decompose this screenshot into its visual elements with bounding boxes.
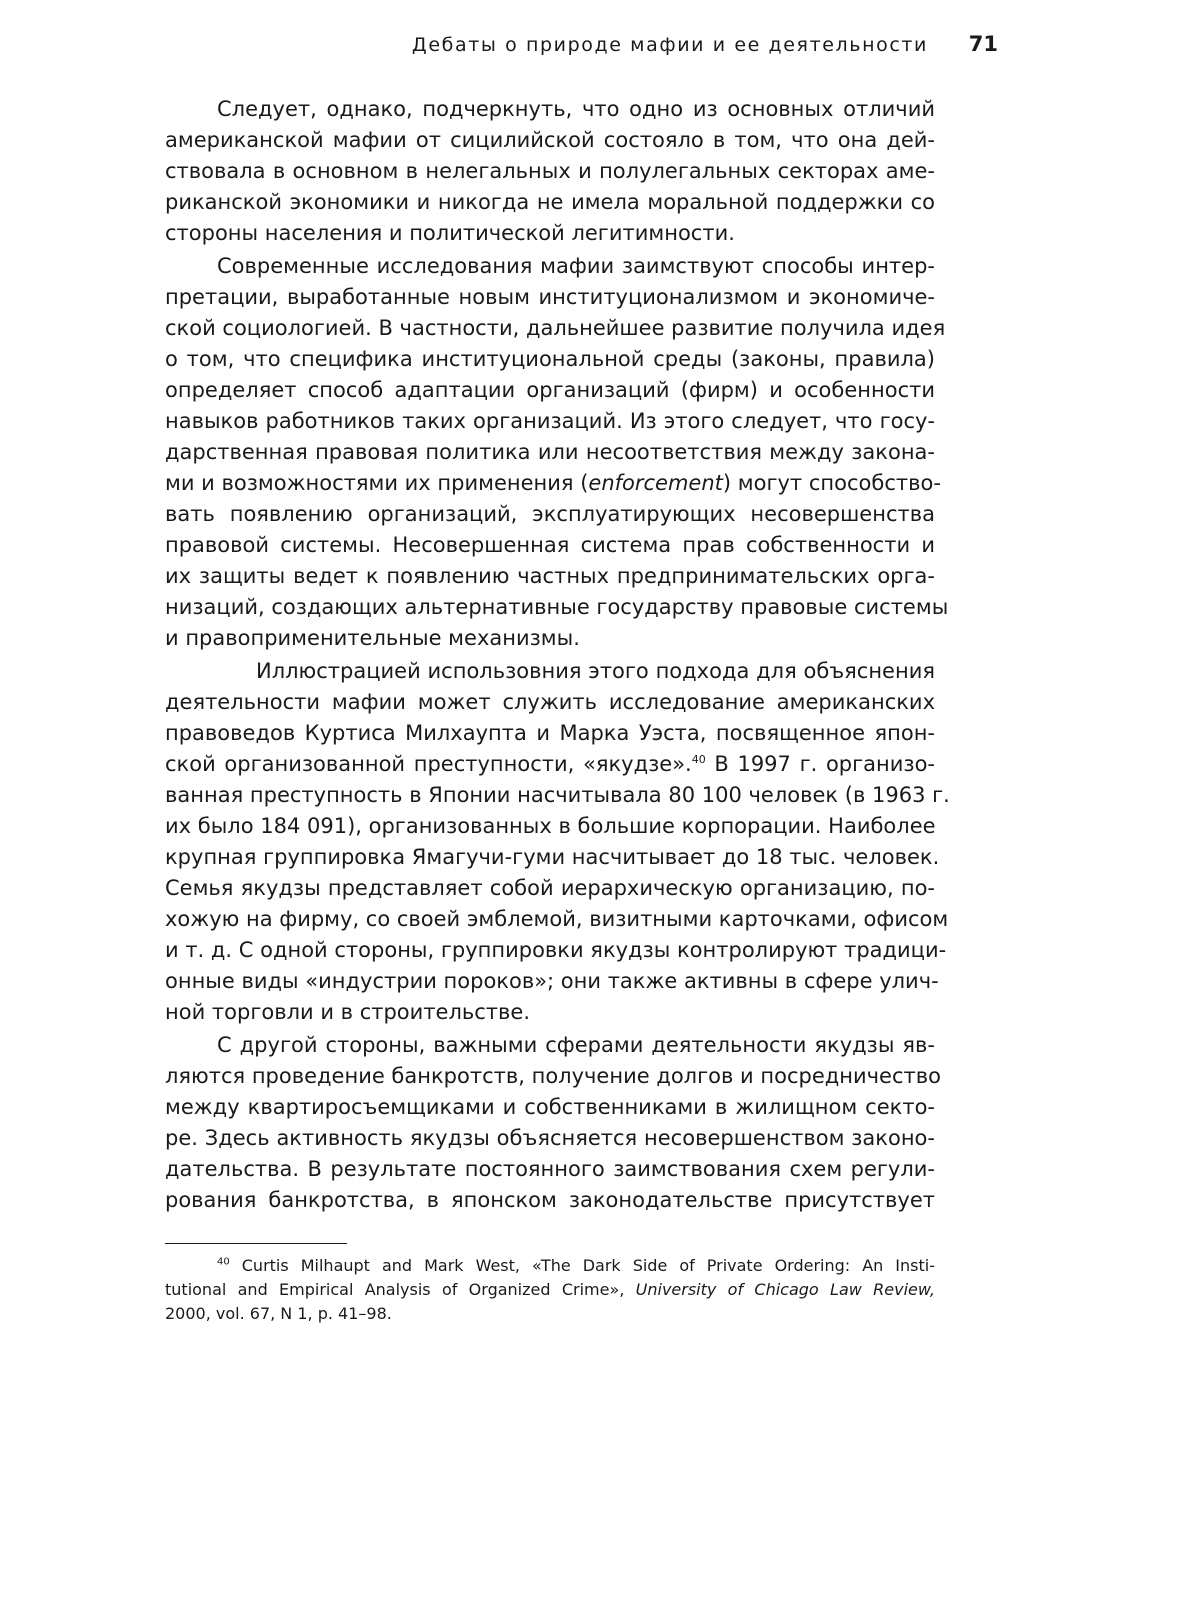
text-segment: tutional and Empirical Analysis of Organized Crime», bbox=[165, 1280, 636, 1299]
text-line: дательства. В результате постоянного заимствования схем регули- bbox=[165, 1157, 935, 1181]
text-segment: ) могут bbox=[722, 471, 809, 495]
footnote-mark: 40 bbox=[217, 1256, 230, 1268]
journal-title: University of Chicago Law Review, bbox=[635, 1280, 936, 1299]
text-line: претации, выработанные новым институционализмом и экономиче- bbox=[165, 285, 935, 309]
text-segment: ми и возможностями их применения ( bbox=[165, 471, 589, 495]
text-line: ляются проведение банкротств, получение долгов и посредничество bbox=[165, 1064, 941, 1088]
text-line: стороны населения и политической легитимности. bbox=[165, 221, 735, 245]
footnote-divider bbox=[165, 1243, 347, 1244]
paragraph-1 bbox=[165, 94, 935, 249]
body-text bbox=[165, 94, 950, 1216]
italic-term: enforcement bbox=[588, 471, 723, 495]
text-line: низаций, создающих альтернативные государству правовые системы bbox=[165, 595, 949, 619]
text-line: хожую на фирму, со своей эмблемой, визитными карточками, офисом bbox=[165, 907, 949, 931]
footnote-reference[interactable]: 40 bbox=[691, 753, 706, 766]
text-line: Иллюстрацией использовния этого подхода для объяснения bbox=[256, 659, 935, 683]
text-line: и т. д. С одной стороны, группировки якудзы контролируют традици- bbox=[165, 938, 947, 962]
footnote-line: 2000, vol. 67, N 1, p. 41–98. bbox=[165, 1304, 392, 1323]
running-head bbox=[165, 34, 998, 64]
text-line: ванная преступность в Японии насчитывала 80 100 человек (в 1963 г. bbox=[165, 783, 950, 807]
footnote bbox=[165, 1254, 935, 1326]
text-line: определяет способ адаптации организаций (фирм) и особенности bbox=[165, 378, 935, 402]
text-line: вать появлению организаций, эксплуатирующих несовершенства bbox=[165, 502, 935, 526]
text-line: дарственная правовая политика или несоответствия между закона- bbox=[165, 440, 935, 464]
text-line: С другой стороны, важными сферами деятельности якудзы яв- bbox=[217, 1033, 935, 1057]
footnote-line bbox=[165, 1254, 935, 1278]
text-line: их защиты ведет к появлению частных предпринимательских орга- bbox=[165, 564, 935, 588]
text-line: правовой системы. Несовершенная система прав собственности и bbox=[165, 533, 935, 557]
page-number: 71 bbox=[968, 32, 998, 56]
text-line: Следует, однако, подчеркнуть, что одно из основных отличий bbox=[217, 97, 935, 121]
text-line: ной торговли и в строительстве. bbox=[165, 1000, 530, 1024]
text-line: навыков работников таких организаций. Из этого следует, что госу- bbox=[165, 409, 935, 433]
text-segment: В 1997 г. организо- bbox=[705, 752, 935, 776]
text-line: их было 184 091), организованных в большие корпорации. Наиболее bbox=[165, 814, 936, 838]
text-line: деятельности мафии может служить исследование американских bbox=[165, 690, 935, 714]
footnote-line bbox=[165, 1278, 935, 1302]
text-line: риканской экономики и никогда не имела моральной поддержки со bbox=[165, 190, 935, 214]
text-line: крупная группировка Ямагучи-гуми насчитывает до 18 тыс. человек. bbox=[165, 845, 940, 869]
text-line: ствовала в основном в нелегальных и полулегальных секторах аме- bbox=[165, 159, 935, 183]
text-segment: Curtis Milhaupt and Mark West, «The Dark Side of Private Ordering: An Insti- bbox=[229, 1256, 935, 1275]
text-line: и правоприменительные механизмы. bbox=[165, 626, 580, 650]
text-line: Современные исследования мафии заимствуют способы интер- bbox=[217, 254, 935, 278]
text-line: правоведов Куртиса Милхаупта и Марка Уэста, посвященное япон- bbox=[165, 721, 935, 745]
text-line-with-footnote-ref bbox=[165, 749, 935, 780]
text-segment: способство- bbox=[808, 471, 941, 495]
paragraph-2 bbox=[165, 251, 949, 654]
text-segment: ской организованной преступности, «якудзе». bbox=[165, 752, 692, 776]
text-line: о том, что специфика институциональной среды (законы, правила) bbox=[165, 347, 935, 371]
paragraph-4 bbox=[165, 1030, 941, 1216]
paragraph-3 bbox=[165, 656, 950, 1028]
text-line: американской мафии от сицилийской состояло в том, что она дей- bbox=[165, 128, 935, 152]
running-title: Дебаты о природе мафии и ее деятельности bbox=[411, 34, 928, 56]
text-line: Семья якудзы представляет собой иерархическую организацию, по- bbox=[165, 876, 935, 900]
text-line: ской социологией. В частности, дальнейшее развитие получила идея bbox=[165, 316, 946, 340]
text-line: между квартиросъемщиками и собственниками в жилищном секто- bbox=[165, 1095, 935, 1119]
text-line: рования банкротства, в японском законодательстве присутствует bbox=[165, 1188, 935, 1212]
text-line: онные виды «индустрии пороков»; они также активны в сфере улич- bbox=[165, 969, 939, 993]
text-line-with-italic bbox=[165, 468, 941, 499]
text-line: ре. Здесь активность якудзы объясняется несовершенством законо- bbox=[165, 1126, 935, 1150]
